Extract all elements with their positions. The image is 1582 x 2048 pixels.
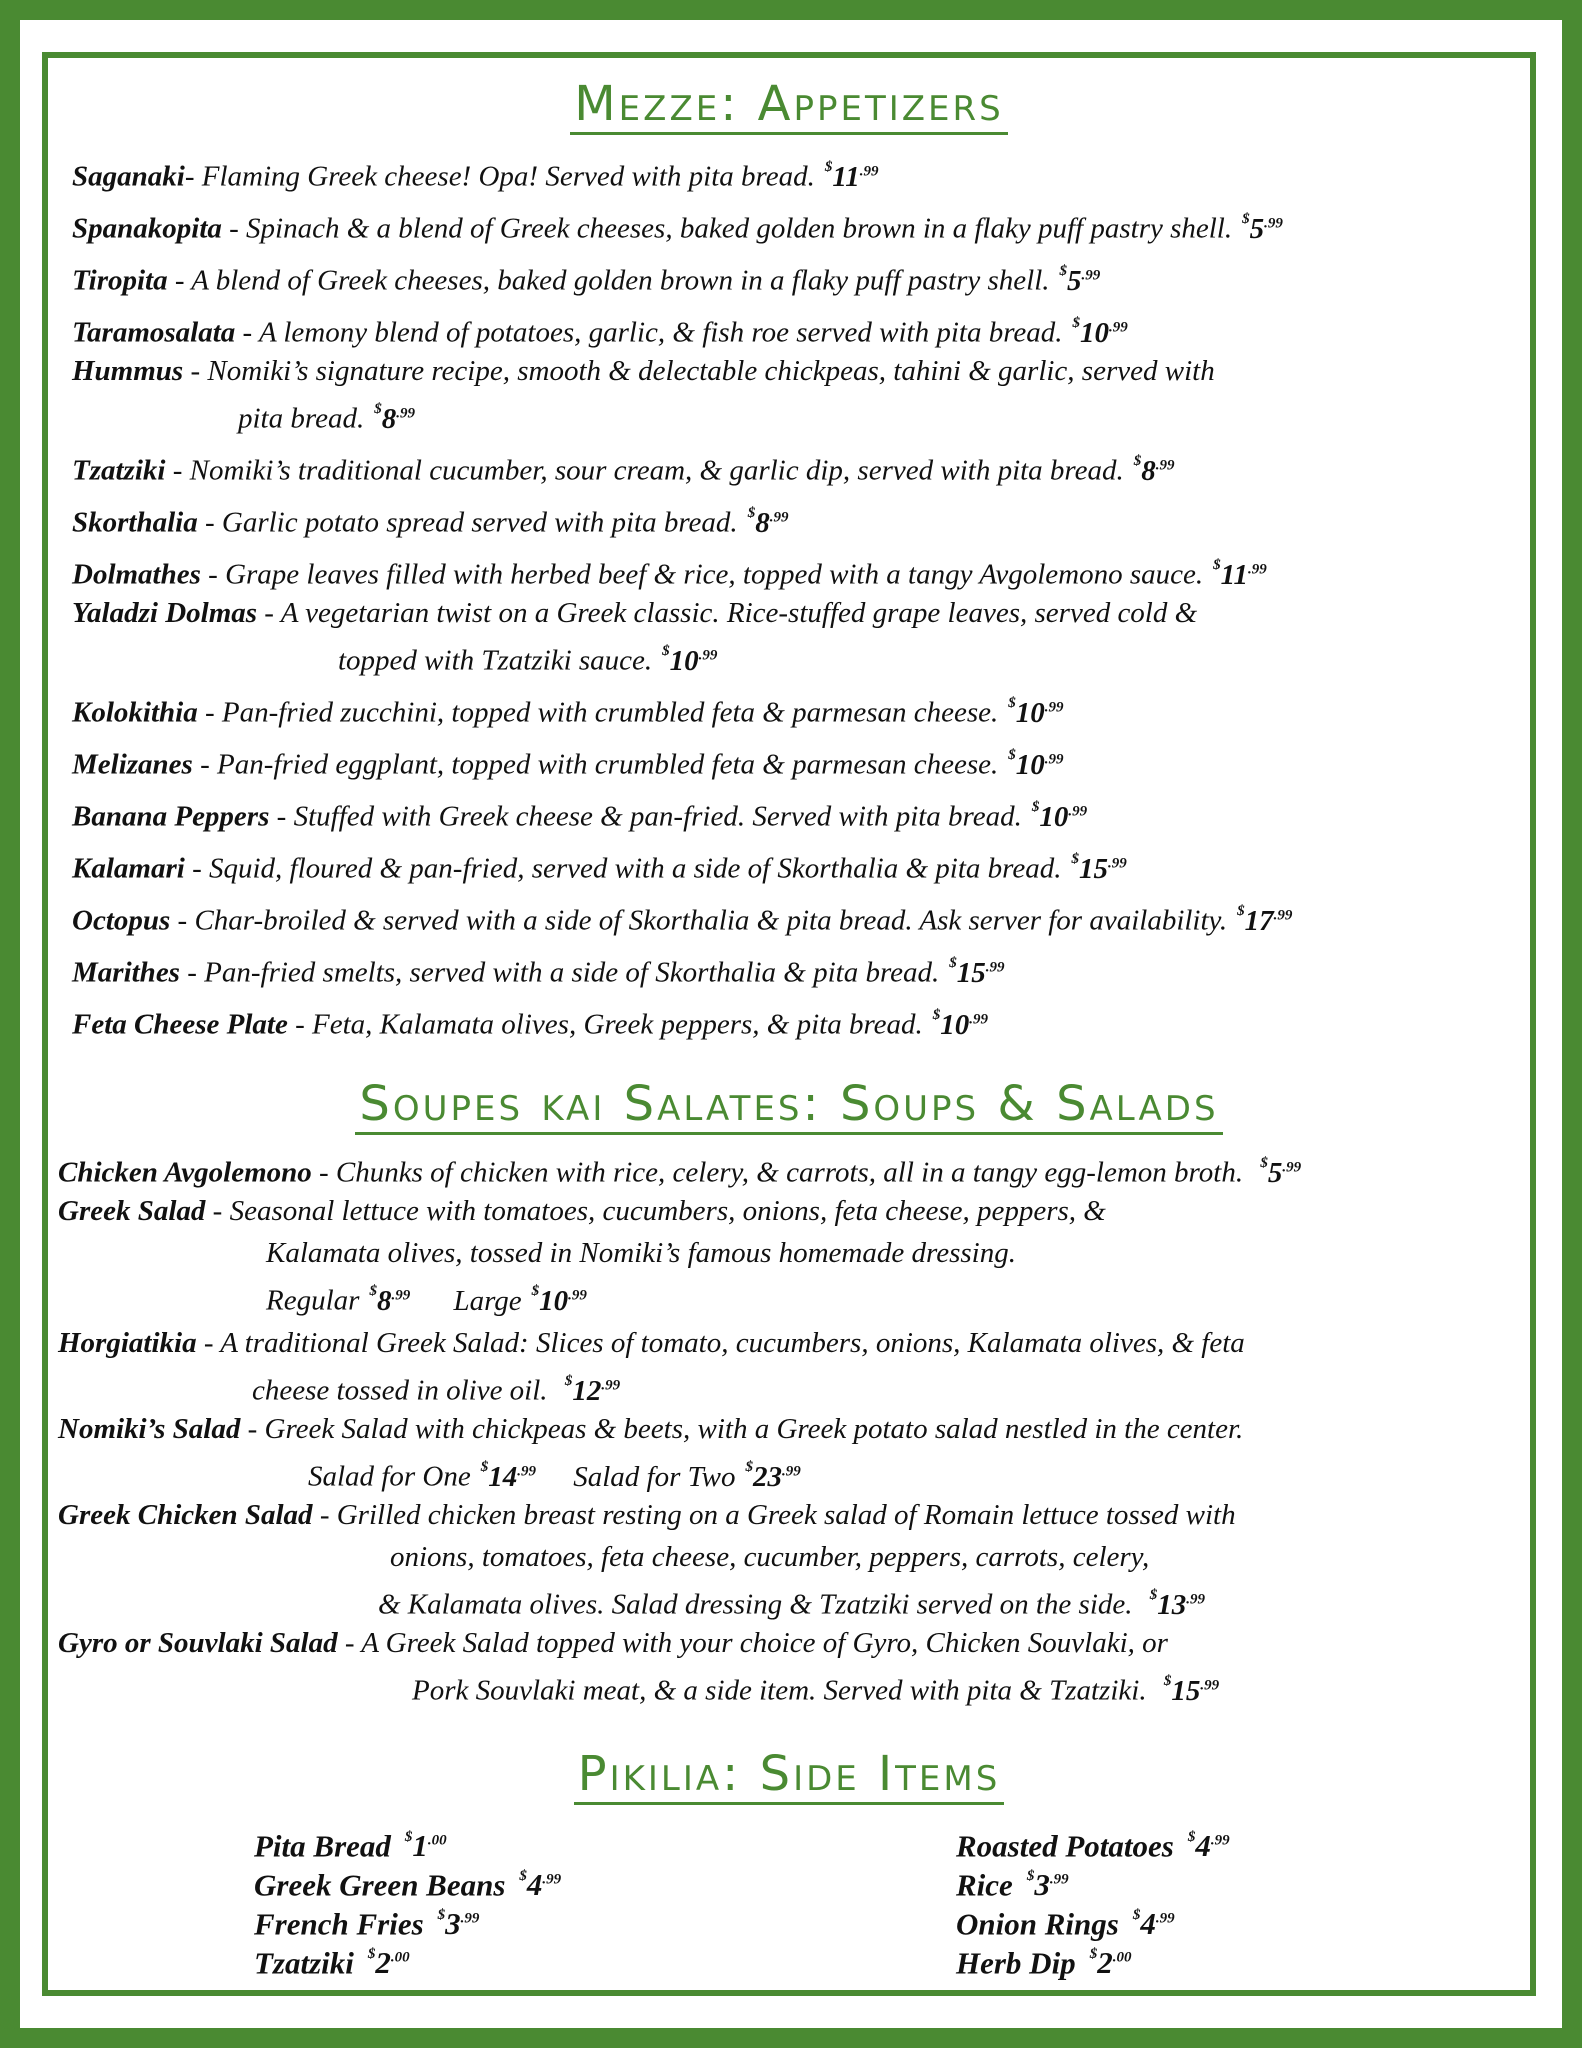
- menu-item-octopus: Octopus - Char-broiled & served with a side of Skorthalia & pita bread. Ask server for availability. $^{\$}17^{.99}$: [72, 903, 1293, 937]
- menu-item-greek-salad: Greek Salad - Seasonal lettuce with tomatoes, cucumbers, onions, feta cheese, peppers, &: [58, 1195, 1106, 1227]
- menu-item-continuation: topped with Tzatziki sauce. $^{\$}10^{.99}$: [338, 643, 718, 677]
- menu-item-horgiatikia: Horgiatikia - A traditional Greek Salad: Slices of tomato, cucumbers, onions, Kalamata olives, & feta: [58, 1327, 1245, 1359]
- menu-item-saganaki: Saganaki- Flaming Greek cheese! Opa! Served with pita bread. $^{\$}11^{.99}$: [72, 159, 879, 193]
- menu-item-tiropita: Tiropita - A blend of Greek cheeses, baked golden brown in a flaky puff pastry shell. $^{\$}5^{.99}$: [72, 263, 1101, 297]
- side-item-roasted-potatoes: Roasted Potatoes $^{\$}4^{.99}$: [956, 1828, 1230, 1864]
- side-item-pita-bread: Pita Bread $^{\$}1^{.00}$: [254, 1828, 447, 1864]
- menu-item-greek-chicken-salad-cont1: onions, tomatoes, feta cheese, cucumber, peppers, carrots, celery,: [390, 1541, 1150, 1573]
- side-item-rice: Rice $^{\$}3^{.99}$: [956, 1867, 1069, 1903]
- side-item-herb-dip: Herb Dip $^{\$}2^{.00}$: [956, 1945, 1132, 1981]
- menu-item-kalamari: Kalamari - Squid, floured & pan-fried, served with a side of Skorthalia & pita bread. $^{\$}15^{.99}$: [72, 851, 1127, 885]
- menu-frame: [42, 52, 1536, 1996]
- menu-item-taramosalata: Taramosalata - A lemony blend of potatoes, garlic, & fish roe served with pita bread. $^{\$}10^{.99}$: [72, 315, 1128, 349]
- menu-item-dolmathes: Dolmathes - Grape leaves filled with herbed beef & rice, topped with a tangy Avgolemono sauce. $^{\$}11^{.99}$: [72, 557, 1267, 591]
- side-item-onion-rings: Onion Rings $^{\$}4^{.99}$: [956, 1906, 1175, 1942]
- menu-item-chicken-avgolemono: Chicken Avgolemono - Chunks of chicken with rice, celery, & carrots, all in a tangy egg-lemon broth. $^{\$}5^{.99}$: [58, 1155, 1302, 1189]
- menu-item-nomikis-salad-prices: Salad for One $^{\$}14^{.99}$ Salad for Two $^{\$}23^{.99}$: [308, 1459, 801, 1493]
- menu-item-skorthalia: Skorthalia - Garlic potato spread served with pita bread. $^{\$}8^{.99}$: [72, 505, 789, 539]
- section-heading-appetizers: Mezze: Appetizers: [48, 76, 1530, 132]
- menu-item-nomikis-salad: Nomiki’s Salad - Greek Salad with chickpeas & beets, with a Greek potato salad nestled in the center.: [58, 1413, 1244, 1445]
- menu-item-greek-salad-cont: Kalamata olives, tossed in Nomiki’s famous homemade dressing.: [266, 1237, 1016, 1269]
- menu-item-kolokithia: Kolokithia - Pan-fried zucchini, topped with crumbled feta & parmesan cheese. $^{\$}10^{.99}$: [72, 695, 1064, 729]
- side-item-french-fries: French Fries $^{\$}3^{.99}$: [254, 1906, 480, 1942]
- page-background: [20, 20, 1562, 2028]
- menu-item-continuation: pita bread. $^{\$}8^{.99}$: [238, 401, 415, 435]
- menu-item-gyro-souvlaki-salad-cont: Pork Souvlaki meat, & a side item. Served with pita & Tzatziki. $^{\$}15^{.99}$: [412, 1673, 1220, 1707]
- menu-item-gyro-souvlaki-salad: Gyro or Souvlaki Salad - A Greek Salad topped with your choice of Gyro, Chicken Souvlaki, or: [58, 1627, 1168, 1659]
- menu-item-marithes: Marithes - Pan-fried smelts, served with a side of Skorthalia & pita bread. $^{\$}15^{.99}$: [72, 955, 1005, 989]
- menu-item-banana-peppers: Banana Peppers - Stuffed with Greek cheese & pan-fried. Served with pita bread. $^{\$}10^{.99}$: [72, 799, 1088, 833]
- menu-item-hummus: Hummus - Nomiki’s signature recipe, smooth & delectable chickpeas, tahini & garlic, served with: [72, 355, 1215, 387]
- menu-item-greek-chicken-salad: Greek Chicken Salad - Grilled chicken breast resting on a Greek salad of Romain lettuce tossed with: [58, 1499, 1236, 1531]
- menu-item-feta-cheese-plate: Feta Cheese Plate - Feta, Kalamata olives, Greek peppers, & pita bread. $^{\$}10^{.99}$: [72, 1007, 989, 1041]
- side-item-tzatziki: Tzatziki $^{\$}2^{.00}$: [254, 1945, 410, 1981]
- section-heading-sides: Pikilia: Side Items: [48, 1746, 1530, 1802]
- section-heading-soups-salads: Soupes kai Salates: Soups & Salads: [48, 1076, 1530, 1132]
- menu-item-yaladzi-dolmas: Yaladzi Dolmas - A vegetarian twist on a Greek classic. Rice-stuffed grape leaves, served cold &: [72, 597, 1198, 629]
- menu-item-horgiatikia-cont: cheese tossed in olive oil. $^{\$}12^{.99}$: [252, 1373, 621, 1407]
- menu-item-tzatziki: Tzatziki - Nomiki’s traditional cucumber, sour cream, & garlic dip, served with pita bread. $^{\$}8^{.99}$: [72, 453, 1175, 487]
- menu-item-greek-salad-prices: Regular $^{\$}8^{.99}$ Large $^{\$}10^{.99}$: [266, 1283, 587, 1317]
- menu-item-melizanes: Melizanes - Pan-fried eggplant, topped with crumbled feta & parmesan cheese. $^{\$}10^{.99}$: [72, 747, 1064, 781]
- side-item-greek-green-beans: Greek Green Beans $^{\$}4^{.99}$: [254, 1867, 562, 1903]
- menu-item-greek-chicken-salad-cont2: & Kalamata olives. Salad dressing & Tzatziki served on the side. $^{\$}13^{.99}$: [378, 1587, 1205, 1621]
- menu-item-spanakopita: Spanakopita - Spinach & a blend of Greek cheeses, baked golden brown in a flaky puff pastry shell. $^{\$}5^{.99}$: [72, 211, 1283, 245]
